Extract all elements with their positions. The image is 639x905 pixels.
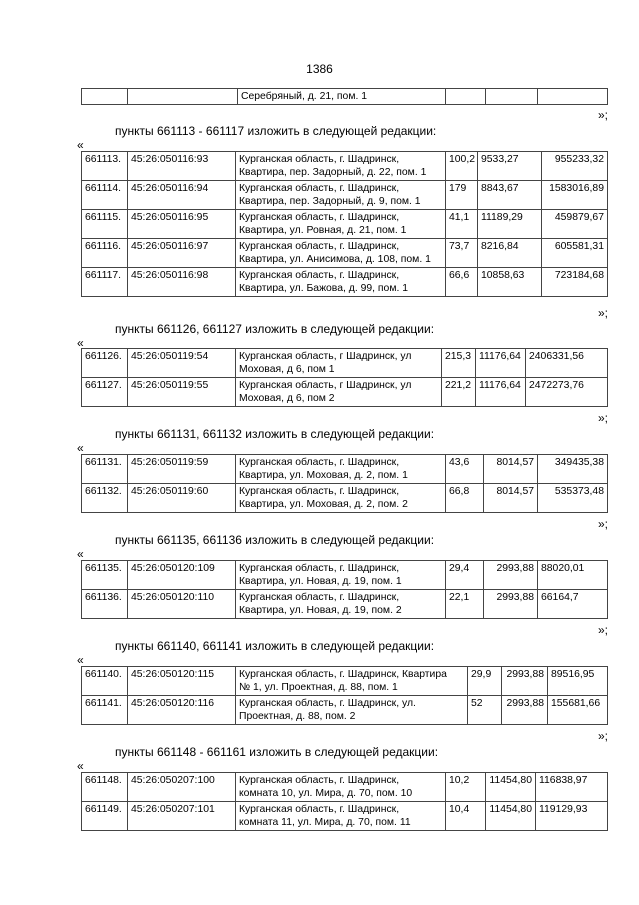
area-cell: 73,7 (446, 239, 478, 268)
price-cell: 8014,57 (484, 484, 538, 513)
table-row (82, 590, 608, 619)
area-cell: 52 (468, 696, 502, 725)
address-cell: Курганская область, г. Шадринск, комната 10, ул. Мира, д. 70, пом. 10 (236, 773, 446, 802)
item-number: 661115. (82, 210, 128, 239)
table-row (82, 181, 608, 210)
item-number: 661126. (82, 349, 128, 378)
address-cell: Курганская область, г Шадринск, ул Моховая, д 6, пом 1 (236, 349, 442, 378)
table-row (82, 239, 608, 268)
item-number: 661113. (82, 152, 128, 181)
value-cell: 2406331,56 (526, 349, 608, 378)
table-row (82, 696, 608, 725)
value-cell: 119129,93 (536, 802, 608, 831)
price-cell: 11454,80 (486, 773, 536, 802)
price-cell: 11189,29 (478, 210, 542, 239)
value-cell: 605581,31 (542, 239, 608, 268)
price-cell: 10858,63 (478, 268, 542, 297)
closing-quote: »; (597, 517, 608, 531)
section-table (81, 151, 608, 297)
value-cell: 349435,38 (538, 455, 608, 484)
address-cell: Курганская область, г. Шадринск, Квартира, ул. Ровная, д. 21, пом. 1 (236, 210, 446, 239)
cadastral-number: 45:26:050119:60 (128, 484, 236, 513)
closing-quote: »; (597, 108, 608, 122)
price-cell: 9533,27 (478, 152, 542, 181)
cadastral-number: 45:26:050120:109 (128, 561, 236, 590)
address-cell: Курганская область, г. Шадринск, комната 11, ул. Мира, д. 70, пом. 11 (236, 802, 446, 831)
cadastral-number: 45:26:050120:116 (128, 696, 236, 725)
address-cell: Курганская область, г. Шадринск, Квартира, ул. Новая, д. 19, пом. 2 (236, 590, 446, 619)
area-cell: 29,9 (468, 667, 502, 696)
value-cell: 723184,68 (542, 268, 608, 297)
address-cell: Курганская область, г. Шадринск, Квартира, ул. Новая, д. 19, пом. 1 (236, 561, 446, 590)
table-row (82, 89, 608, 105)
area-cell: 66,6 (446, 268, 478, 297)
price-cell: 2993,88 (502, 696, 548, 725)
item-number: 661148. (82, 773, 128, 802)
closing-quote: »; (597, 623, 608, 637)
opening-quote: « (77, 441, 84, 455)
closing-quote: »; (597, 306, 608, 320)
closing-quote: »; (597, 729, 608, 743)
address-cell: Серебряный, д. 21, пом. 1 (238, 89, 446, 105)
address-cell: Курганская область, г. Шадринск, Квартира, пер. Задорный, д. 9, пом. 1 (236, 181, 446, 210)
section-intro: пункты 661126, 661127 изложить в следующей редакции: (115, 322, 435, 336)
opening-quote: « (77, 138, 84, 152)
area-cell: 100,2 (446, 152, 478, 181)
address-cell: Курганская область, г. Шадринск, Квартира, ул. Моховая, д. 2, пом. 1 (236, 455, 446, 484)
opening-quote: « (77, 547, 84, 561)
price-cell: 2993,88 (502, 667, 548, 696)
area-cell: 10,4 (446, 802, 486, 831)
area-cell: 179 (446, 181, 478, 210)
price-cell: 2993,88 (484, 561, 538, 590)
address-cell: Курганская область, г. Шадринск, Квартира, ул. Анисимова, д. 108, пом. 1 (236, 239, 446, 268)
address-cell: Курганская область, г. Шадринск, ул. Проектная, д. 88, пом. 2 (236, 696, 468, 725)
price-cell: 8014,57 (484, 455, 538, 484)
section-intro: пункты 661140, 661141 изложить в следующей редакции: (115, 639, 435, 653)
item-number: 661149. (82, 802, 128, 831)
cadastral-number: 45:26:050119:54 (128, 349, 236, 378)
price-cell: 8216,84 (478, 239, 542, 268)
item-number: 661131. (82, 455, 128, 484)
item-number: 661136. (82, 590, 128, 619)
address-cell: Курганская область, г. Шадринск, Квартира, ул. Бажова, д. 99, пом. 1 (236, 268, 446, 297)
area-cell: 43,6 (446, 455, 484, 484)
section-table (81, 454, 608, 513)
cadastral-number: 45:26:050207:100 (128, 773, 236, 802)
section-table (81, 348, 608, 407)
section-table (81, 666, 608, 725)
cadastral-number: 45:26:050120:110 (128, 590, 236, 619)
area-cell: 10,2 (446, 773, 486, 802)
cadastral-number: 45:26:050119:59 (128, 455, 236, 484)
value-cell: 535373,48 (538, 484, 608, 513)
price-cell: 2993,88 (484, 590, 538, 619)
area-cell: 22,1 (446, 590, 484, 619)
table-row (82, 667, 608, 696)
price-cell: 11176,64 (476, 378, 526, 407)
opening-quote: « (77, 653, 84, 667)
area-cell: 221,2 (442, 378, 476, 407)
table-row (82, 268, 608, 297)
cadastral-number: 45:26:050119:55 (128, 378, 236, 407)
item-number: 661116. (82, 239, 128, 268)
value-cell: 955233,32 (542, 152, 608, 181)
item-number: 661141. (82, 696, 128, 725)
value-cell: 1583016,89 (542, 181, 608, 210)
closing-quote: »; (597, 411, 608, 425)
value-cell: 155681,66 (548, 696, 608, 725)
address-cell: Курганская область, г. Шадринск, Квартира, пер. Задорный, д. 22, пом. 1 (236, 152, 446, 181)
value-cell: 116838,97 (536, 773, 608, 802)
item-number: 661132. (82, 484, 128, 513)
item-number: 661117. (82, 268, 128, 297)
table-row (82, 455, 608, 484)
item-number: 661127. (82, 378, 128, 407)
section-intro: пункты 661135, 661136 изложить в следующей редакции: (115, 533, 435, 547)
section-table (81, 772, 608, 831)
section-intro: пункты 661131, 661132 изложить в следующей редакции: (115, 427, 435, 441)
item-number: 661135. (82, 561, 128, 590)
section-intro: пункты 661113 - 661117 изложить в следующей редакции: (115, 124, 437, 138)
value-cell: 66164,7 (538, 590, 608, 619)
value-cell: 89516,95 (548, 667, 608, 696)
address-cell: Курганская область, г. Шадринск, Квартира, ул. Моховая, д. 2, пом. 2 (236, 484, 446, 513)
table-row (82, 802, 608, 831)
cadastral-number: 45:26:050116:97 (128, 239, 236, 268)
section-intro: пункты 661148 - 661161 изложить в следующей редакции: (115, 745, 439, 759)
area-cell: 41,1 (446, 210, 478, 239)
table-row (82, 349, 608, 378)
price-cell: 11176,64 (476, 349, 526, 378)
table-row (82, 561, 608, 590)
cadastral-number: 45:26:050116:94 (128, 181, 236, 210)
cadastral-number: 45:26:050116:93 (128, 152, 236, 181)
cadastral-number: 45:26:050207:101 (128, 802, 236, 831)
value-cell: 88020,01 (538, 561, 608, 590)
table-row (82, 484, 608, 513)
opening-quote: « (77, 759, 84, 773)
cadastral-number: 45:26:050116:98 (128, 268, 236, 297)
price-cell: 8843,67 (478, 181, 542, 210)
opening-quote: « (77, 336, 84, 350)
table-row (82, 210, 608, 239)
price-cell: 11454,80 (486, 802, 536, 831)
section-table (81, 560, 608, 619)
area-cell: 29,4 (446, 561, 484, 590)
item-number: 661114. (82, 181, 128, 210)
cadastral-number: 45:26:050116:95 (128, 210, 236, 239)
address-cell: Курганская область, г. Шадринск, Квартира № 1, ул. Проектная, д. 88, пом. 1 (236, 667, 468, 696)
page-number: 1386 (306, 62, 333, 76)
value-cell: 2472273,76 (526, 378, 608, 407)
area-cell: 66,8 (446, 484, 484, 513)
area-cell: 215,3 (442, 349, 476, 378)
continuation-table (81, 88, 608, 105)
table-row (82, 378, 608, 407)
value-cell: 459879,67 (542, 210, 608, 239)
table-row (82, 152, 608, 181)
cadastral-number: 45:26:050120:115 (128, 667, 236, 696)
item-number: 661140. (82, 667, 128, 696)
table-row (82, 773, 608, 802)
address-cell: Курганская область, г Шадринск, ул Моховая, д 6, пом 2 (236, 378, 442, 407)
